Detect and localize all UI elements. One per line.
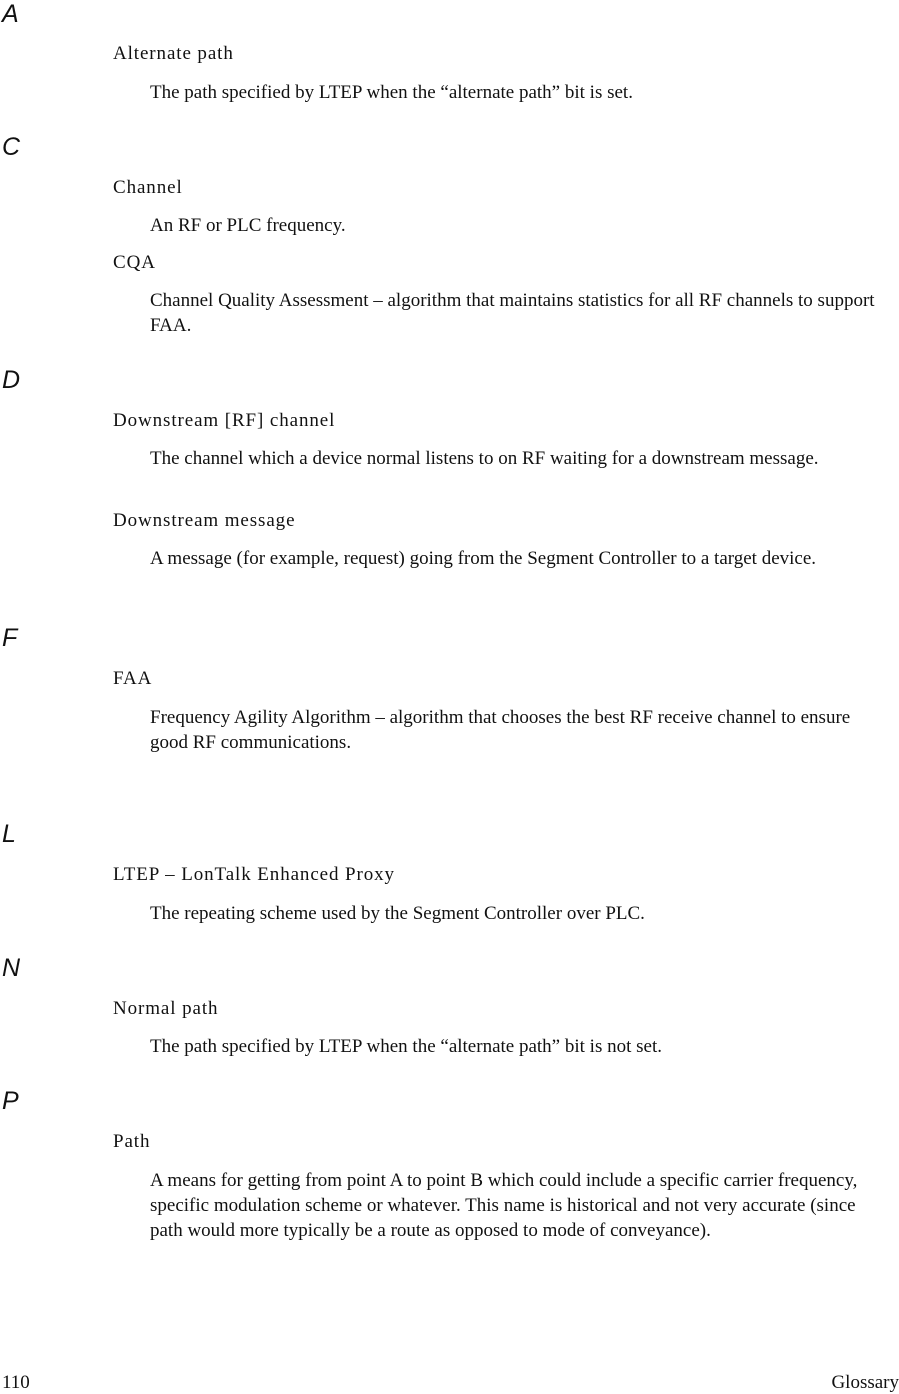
section-letter-c: C	[2, 133, 21, 161]
glossary-term: LTEP – LonTalk Enhanced Proxy	[113, 864, 395, 885]
glossary-definition: Channel Quality Assessment – algorithm that maintains statistics for all RF channels to support FAA.	[150, 290, 875, 336]
section-letter-a: A	[2, 0, 19, 28]
glossary-term: Normal path	[113, 998, 219, 1019]
glossary-term: FAA	[113, 668, 153, 689]
glossary-definition: A message (for example, request) going from the Segment Controller to a target device.	[150, 548, 817, 569]
section-letter-f: F	[2, 624, 18, 652]
glossary-definition: The channel which a device normal listens to on RF waiting for a downstream message.	[150, 448, 819, 469]
glossary-definition: A means for getting from point A to point B which could include a specific carrier frequency, specific modulation scheme or whatever. This name is historical and not very accurate (since path would more typically be a route as opposed to mode of conveyance).	[150, 1170, 858, 1241]
glossary-term: Path	[113, 1131, 151, 1152]
glossary-term: Alternate path	[113, 43, 234, 64]
page-number: 110	[2, 1372, 30, 1393]
section-letter-d: D	[2, 366, 21, 394]
glossary-definition: Frequency Agility Algorithm – algorithm that chooses the best RF receive channel to ensure good RF communications.	[150, 707, 851, 753]
section-letter-l: L	[2, 820, 16, 848]
section-letter-n: N	[2, 954, 21, 982]
glossary-definition: An RF or PLC frequency.	[150, 215, 346, 236]
section-letter-p: P	[2, 1087, 19, 1115]
glossary-definition: The repeating scheme used by the Segment Controller over PLC.	[150, 903, 645, 924]
footer-section-name: Glossary	[831, 1372, 899, 1393]
glossary-definition: The path specified by LTEP when the “alternate path” bit is set.	[150, 82, 633, 103]
glossary-definition: The path specified by LTEP when the “alternate path” bit is not set.	[150, 1036, 662, 1057]
glossary-term: Channel	[113, 177, 183, 198]
glossary-term: Downstream [RF] channel	[113, 410, 336, 431]
glossary-term: Downstream message	[113, 510, 296, 531]
glossary-term: CQA	[113, 252, 156, 273]
